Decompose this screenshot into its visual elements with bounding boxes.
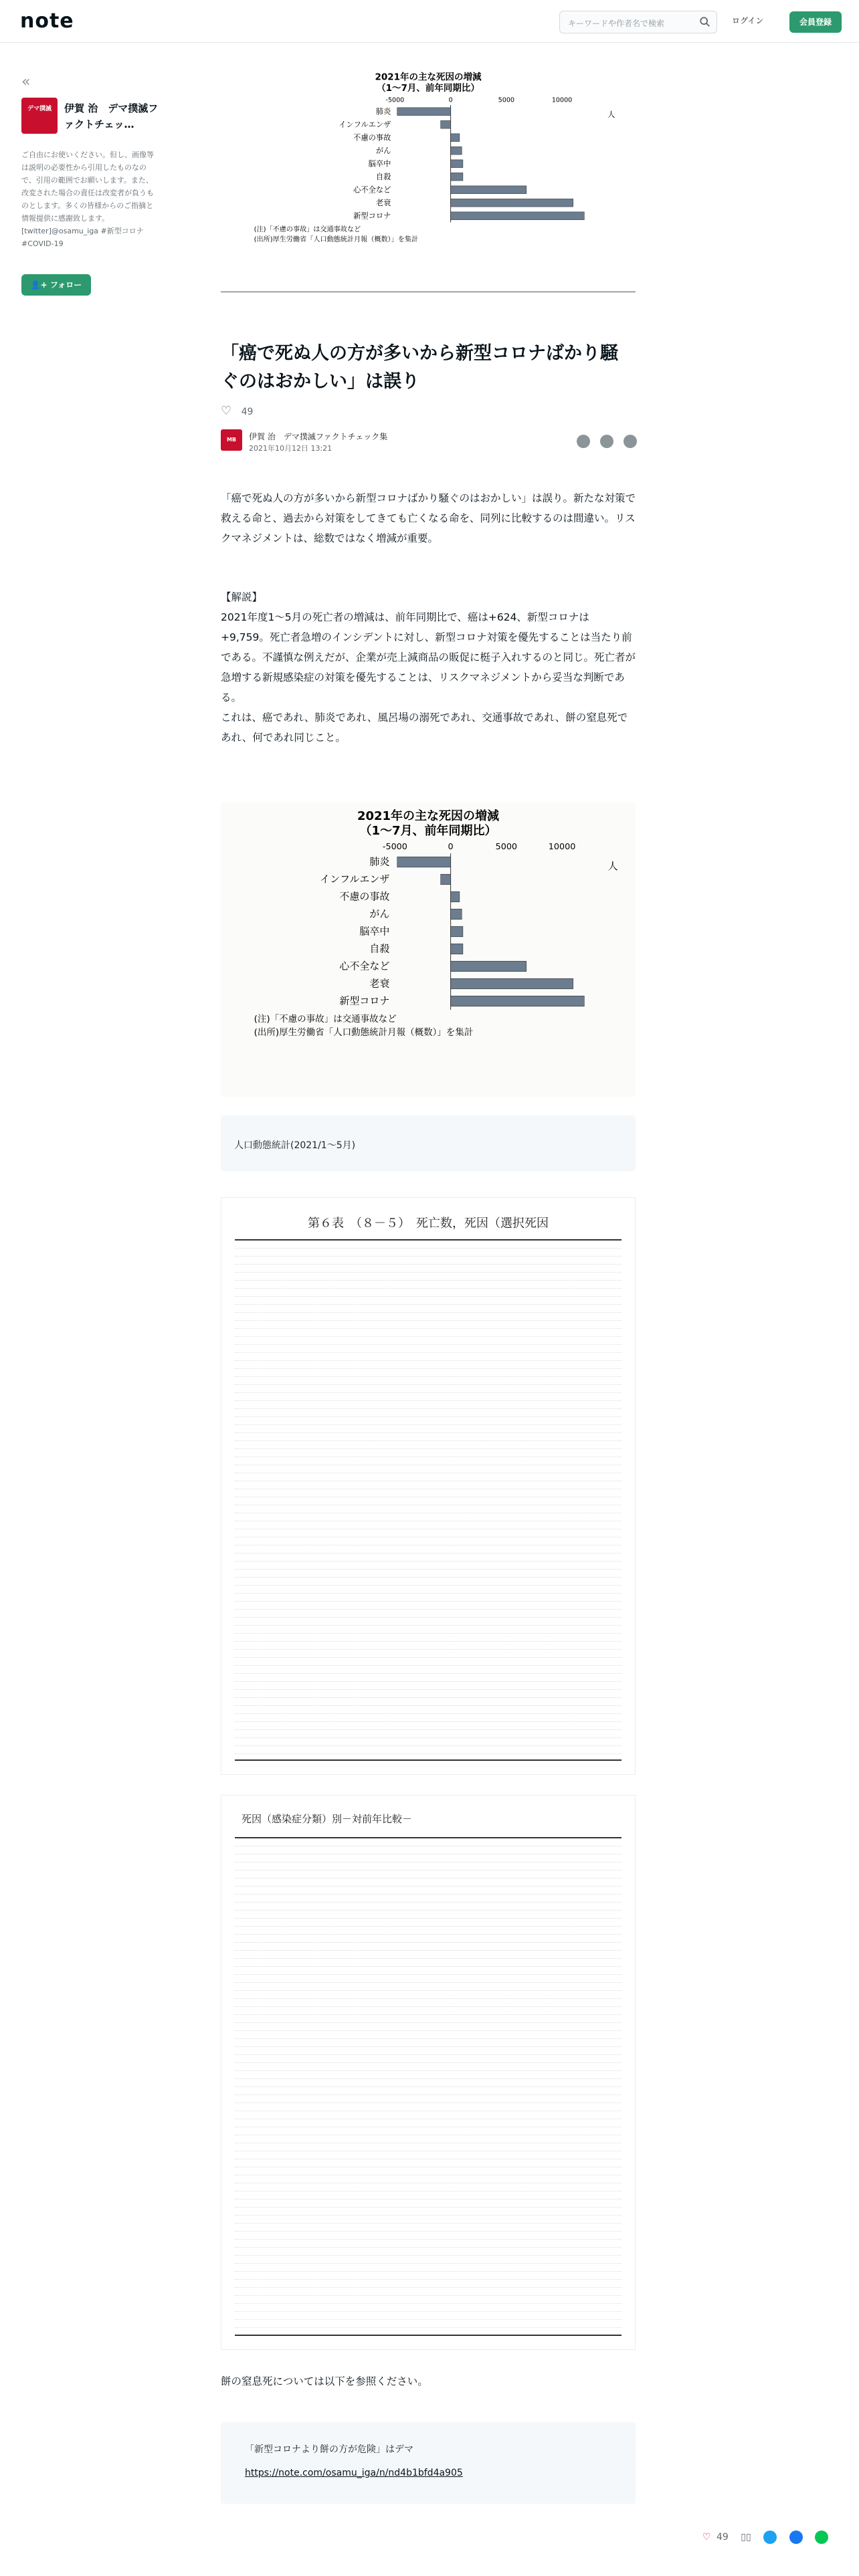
table-row bbox=[235, 1353, 622, 1361]
unit-label: 人 bbox=[607, 110, 615, 119]
table-row bbox=[235, 1505, 622, 1513]
publish-date: 2021年10月12日 13:21 bbox=[249, 444, 332, 453]
table-row bbox=[235, 1457, 622, 1465]
table-row bbox=[235, 2199, 622, 2208]
death-change-chart bbox=[221, 802, 636, 1097]
table-row bbox=[235, 1377, 622, 1385]
search-icon[interactable] bbox=[699, 16, 711, 28]
sidebar-collapse-icon[interactable]: « bbox=[21, 74, 31, 90]
table-row bbox=[235, 2208, 622, 2216]
table-row bbox=[235, 2272, 622, 2280]
login-link[interactable]: ログイン bbox=[732, 16, 764, 25]
bar bbox=[441, 120, 451, 128]
category-label: 肺炎 bbox=[369, 855, 390, 868]
table-row bbox=[235, 1642, 622, 1650]
table-row bbox=[235, 2216, 622, 2224]
bar bbox=[397, 108, 451, 116]
note-logo[interactable]: note bbox=[20, 9, 74, 33]
table-row bbox=[235, 1911, 622, 1919]
explanation-text: 2021年度1〜5月の死亡者の増減は、前年同期比で、癌は+624、新型コロナは+9,759。死亡者急増のインシデントに対し、新型コロナ対策を優先することは当たり前である。不謹慎な例えだが、企業が売上減商品の販促に梃子入れするのと同じ。死亡者が急増する新規感染症の対策を優先することは、リスクマネジメントから妥当な判断である。 bbox=[221, 611, 636, 704]
paragraph-summary: 「癌で死ぬ人の方が多いから新型コロナばかり騒ぐのはおかしい」は誤り。新たな対策で救える命と、過去から対策をしてきても亡くなる命を、同列に比較するのは間違い。リスクマネジメントは、総数ではなく増減が重要。 bbox=[221, 492, 636, 544]
table-row bbox=[235, 2023, 622, 2031]
category-label: 心不全など bbox=[353, 185, 391, 195]
table-row bbox=[235, 1682, 622, 1690]
table-row bbox=[235, 1241, 622, 1249]
author-name[interactable]: 伊賀 治 デマ撲滅ファクトチェック集 bbox=[249, 432, 388, 441]
table-row bbox=[235, 1481, 622, 1489]
table-row bbox=[235, 1433, 622, 1441]
bar bbox=[451, 926, 463, 937]
table-row bbox=[235, 1570, 622, 1578]
search-placeholder: キーワードや作者名で検索 bbox=[568, 19, 665, 28]
table-row bbox=[235, 1313, 622, 1321]
creator-name[interactable]: 伊賀 治 デマ撲滅ファクトチェッ… bbox=[64, 102, 159, 130]
table-row bbox=[235, 1497, 622, 1505]
bar bbox=[441, 874, 451, 885]
category-label: 脳卒中 bbox=[368, 159, 391, 169]
embed-link-card[interactable] bbox=[221, 1115, 636, 1172]
table-row bbox=[235, 1545, 622, 1553]
table-row bbox=[235, 2015, 622, 2023]
twitter-icon[interactable] bbox=[763, 2531, 777, 2544]
table-row bbox=[235, 1321, 622, 1329]
share-icons bbox=[570, 435, 637, 451]
table-row bbox=[235, 1553, 622, 1562]
person-add-icon: 👤+ bbox=[30, 280, 47, 290]
table-row bbox=[235, 1698, 622, 1706]
creator-avatar[interactable] bbox=[21, 98, 58, 134]
table-row bbox=[235, 2063, 622, 2071]
follow-button[interactable] bbox=[21, 274, 91, 296]
bar bbox=[397, 857, 451, 867]
x-tick-label: -5000 bbox=[385, 96, 405, 104]
table-row bbox=[235, 2264, 622, 2272]
table-row bbox=[235, 1895, 622, 1903]
table-row bbox=[235, 2232, 622, 2240]
top-bar bbox=[0, 0, 859, 43]
explanation-text-2: これは、癌であれ、肺炎であれ、風呂場の溺死であれ、交通事故であれ、餅の窒息死であれ、何であれ同じこと。 bbox=[221, 712, 628, 744]
table-row bbox=[235, 2095, 622, 2103]
table-row bbox=[235, 1870, 622, 1879]
bar bbox=[451, 909, 462, 920]
chart-note: (注)「不慮の事故」は交通事故など bbox=[254, 1014, 397, 1025]
table-row bbox=[235, 1393, 622, 1401]
unit-label: 人 bbox=[607, 860, 618, 872]
table-row bbox=[235, 2119, 622, 2127]
table-row bbox=[235, 1489, 622, 1497]
table-row bbox=[235, 1537, 622, 1545]
table-row bbox=[235, 1305, 622, 1313]
chart-title: 2021年の主な死因の増減 bbox=[357, 809, 500, 823]
table-row bbox=[235, 1951, 622, 1959]
table-row bbox=[235, 1289, 622, 1297]
table-row bbox=[235, 1465, 622, 1473]
table-row bbox=[235, 1879, 622, 1887]
category-label: 不慮の事故 bbox=[353, 133, 391, 142]
table-row bbox=[235, 1345, 622, 1353]
category-label: 自殺 bbox=[375, 172, 391, 181]
table-row bbox=[235, 1903, 622, 1911]
table-row bbox=[235, 2304, 622, 2312]
line-icon[interactable] bbox=[624, 435, 637, 448]
embed-title: 人口動態統計(2021/1〜5月) bbox=[234, 1140, 356, 1151]
table-row bbox=[235, 1666, 622, 1674]
x-tick-label: 10000 bbox=[551, 96, 573, 104]
table-row bbox=[235, 1449, 622, 1457]
table-row bbox=[235, 2039, 622, 2047]
chart-subtitle: （1〜7月、前年同期比） bbox=[377, 83, 480, 94]
table-row bbox=[235, 2055, 622, 2063]
table-row bbox=[235, 2151, 622, 2159]
category-label: インフルエンザ bbox=[339, 120, 391, 129]
table-row bbox=[235, 1281, 622, 1289]
table-row bbox=[235, 1385, 622, 1393]
table-row bbox=[235, 1887, 622, 1895]
table-row bbox=[235, 1513, 622, 1521]
embed-link-card-2[interactable] bbox=[221, 2422, 636, 2504]
table-row bbox=[235, 2111, 622, 2119]
category-label: 脳卒中 bbox=[359, 925, 390, 938]
table-row bbox=[235, 1730, 622, 1738]
table-row bbox=[235, 1369, 622, 1377]
table-row bbox=[235, 1441, 622, 1449]
table-row bbox=[235, 1602, 622, 1610]
table-row bbox=[235, 1975, 622, 1983]
category-label: 心不全など bbox=[339, 960, 390, 972]
table-row bbox=[235, 2159, 622, 2167]
table-row bbox=[235, 1586, 622, 1594]
author-avatar[interactable]: MB bbox=[221, 429, 242, 451]
table-row bbox=[235, 1706, 622, 1714]
section-heading: 【解説】 bbox=[221, 591, 263, 603]
category-label: 肺炎 bbox=[375, 107, 391, 116]
chart-note: (出所)厚生労働省「人口動態統計月報（概数）」を集計 bbox=[254, 236, 419, 243]
chart-note: (注)「不慮の事故」は交通事故など bbox=[254, 226, 361, 233]
table-row bbox=[235, 1257, 622, 1265]
table-row bbox=[235, 2248, 622, 2256]
table-row bbox=[235, 1746, 622, 1754]
like-count: 49 bbox=[717, 2532, 729, 2543]
table-row bbox=[235, 1578, 622, 1586]
category-label: インフルエンザ bbox=[319, 873, 390, 885]
table-row bbox=[235, 1473, 622, 1481]
table-row bbox=[235, 1401, 622, 1409]
table-row bbox=[235, 2191, 622, 2199]
avatar-text: デマ撲滅 bbox=[27, 106, 52, 112]
table-row bbox=[235, 2296, 622, 2304]
table-row bbox=[235, 2143, 622, 2151]
table-title: 第６表 （８－５） 死亡数，死因（選択死因 bbox=[308, 1216, 549, 1230]
category-label: 老衰 bbox=[369, 977, 390, 990]
x-tick-label: -5000 bbox=[382, 842, 407, 852]
table-grid bbox=[235, 1837, 622, 2336]
chart-note: (出所)厚生労働省「人口動態統計月報（概数）」を集計 bbox=[254, 1027, 474, 1038]
follow-label: フォロー bbox=[50, 280, 82, 290]
table-row bbox=[235, 2167, 622, 2175]
category-label: 老衰 bbox=[375, 198, 391, 207]
table-row bbox=[235, 2031, 622, 2039]
search-input[interactable] bbox=[559, 11, 717, 33]
x-tick-label: 0 bbox=[448, 842, 454, 852]
magazine-icon[interactable]: ▯▯ bbox=[741, 2532, 751, 2543]
table-row bbox=[235, 1409, 622, 1417]
table-row bbox=[235, 2071, 622, 2079]
creator-description: ご自由にお使いください。但し、画像等は説明の必要性から引用したものなので、引用の範囲でお願いします。また、改変された場合の責任は改変者が負うものとします。多くの皆様からのご指摘と情報提供に感謝致します。 [twitter]@osamu_iga #新型コロナ #COVID-19 bbox=[21, 150, 154, 248]
table-row bbox=[235, 2256, 622, 2264]
category-label: 不慮の事故 bbox=[339, 890, 390, 903]
table-row bbox=[235, 1626, 622, 1634]
table-row bbox=[235, 1634, 622, 1642]
table-row bbox=[235, 2047, 622, 2055]
table-row bbox=[235, 1738, 622, 1746]
table-row bbox=[235, 2079, 622, 2087]
table-row bbox=[235, 1249, 622, 1257]
bar bbox=[451, 173, 463, 181]
table-row bbox=[235, 1265, 622, 1273]
table-row bbox=[235, 1658, 622, 1666]
table-row bbox=[235, 1674, 622, 1682]
heart-icon[interactable]: ♡ bbox=[221, 404, 232, 418]
bar bbox=[451, 199, 573, 207]
table-row bbox=[235, 2288, 622, 2296]
table-row bbox=[235, 1943, 622, 1951]
table-row bbox=[235, 1618, 622, 1626]
like-count: 49 bbox=[241, 407, 254, 417]
bar bbox=[451, 186, 527, 194]
table-grid bbox=[235, 1239, 622, 1761]
table-row bbox=[235, 1361, 622, 1369]
chart-title: 2021年の主な死因の増減 bbox=[375, 72, 482, 83]
table-row bbox=[235, 1927, 622, 1935]
table-row bbox=[235, 2312, 622, 2320]
chart-subtitle: （1〜7月、前年同期比） bbox=[359, 824, 497, 838]
category-label: 新型コロナ bbox=[339, 994, 390, 1007]
table-row bbox=[235, 1991, 622, 1999]
bottom-action-bar bbox=[702, 2531, 838, 2544]
table-row bbox=[235, 1562, 622, 1570]
bar bbox=[451, 891, 460, 902]
table-row bbox=[235, 2280, 622, 2288]
table-row bbox=[235, 1862, 622, 1870]
table-row bbox=[235, 1846, 622, 1854]
category-label: 自殺 bbox=[369, 942, 390, 955]
table-row bbox=[235, 2087, 622, 2095]
table-row bbox=[235, 1690, 622, 1698]
table-row bbox=[235, 1337, 622, 1345]
table-row bbox=[235, 1967, 622, 1975]
bar bbox=[451, 134, 460, 142]
table-row bbox=[235, 1650, 622, 1658]
like-row[interactable] bbox=[221, 404, 253, 418]
table-row bbox=[235, 2103, 622, 2111]
table-row bbox=[235, 1594, 622, 1602]
bar bbox=[451, 961, 527, 972]
table-row bbox=[235, 2224, 622, 2232]
table-row bbox=[235, 1714, 622, 1722]
table-row bbox=[235, 1722, 622, 1730]
heart-icon[interactable]: ♡ bbox=[702, 2532, 711, 2543]
table-row bbox=[235, 2007, 622, 2015]
facebook-icon[interactable] bbox=[789, 2531, 803, 2544]
table-row bbox=[235, 2240, 622, 2248]
table-row bbox=[235, 2183, 622, 2191]
table-row bbox=[235, 1935, 622, 1943]
category-label: がん bbox=[375, 146, 391, 155]
twitter-icon[interactable] bbox=[577, 435, 590, 448]
table-row bbox=[235, 1854, 622, 1862]
table-row bbox=[235, 1838, 622, 1846]
bar bbox=[451, 160, 463, 168]
bar bbox=[451, 978, 573, 989]
table-row bbox=[235, 1273, 622, 1281]
article-title: 「癌で死ぬ人の方が多いから新型コロナばかり騒ぐのはおかしい」は誤り bbox=[221, 343, 618, 392]
table-row bbox=[235, 1959, 622, 1967]
table-row bbox=[235, 1529, 622, 1537]
facebook-icon[interactable] bbox=[600, 435, 613, 448]
table-row bbox=[235, 1919, 622, 1927]
x-tick-label: 5000 bbox=[498, 96, 514, 104]
embed-title: 「新型コロナより餅の方が危険」はデマ bbox=[245, 2444, 413, 2455]
table-row bbox=[235, 2135, 622, 2143]
bar bbox=[451, 146, 462, 154]
table-row bbox=[235, 2320, 622, 2328]
x-tick-label: 5000 bbox=[495, 842, 518, 852]
bar bbox=[451, 996, 585, 1006]
table-row bbox=[235, 1297, 622, 1305]
table-row bbox=[235, 1999, 622, 2007]
paragraph-explanation bbox=[221, 587, 636, 748]
table-title: 死因（感染症分類）別－対前年比較－ bbox=[242, 1813, 413, 1825]
infection-table-image bbox=[221, 1795, 636, 2350]
category-label: がん bbox=[369, 907, 390, 920]
statistics-table-image bbox=[221, 1197, 636, 1775]
bar bbox=[451, 944, 463, 954]
x-tick-label: 10000 bbox=[548, 842, 576, 852]
x-tick-label: 0 bbox=[448, 96, 453, 104]
table-row bbox=[235, 2127, 622, 2135]
line-icon[interactable] bbox=[815, 2531, 828, 2544]
table-row bbox=[235, 1610, 622, 1618]
bar bbox=[451, 212, 585, 220]
table-row bbox=[235, 1983, 622, 1991]
table-row bbox=[235, 1417, 622, 1425]
embed-url[interactable]: https://note.com/osamu_iga/n/nd4b1bfd4a905 bbox=[245, 2468, 463, 2478]
table-row bbox=[235, 1329, 622, 1337]
table-row bbox=[235, 1521, 622, 1529]
paragraph-reference: 餅の窒息死については以下を参照ください。 bbox=[221, 2375, 428, 2387]
eyecatch-chart bbox=[221, 67, 636, 294]
category-label: 新型コロナ bbox=[353, 211, 391, 221]
table-row bbox=[235, 1425, 622, 1433]
signup-button[interactable]: 会員登録 bbox=[789, 11, 842, 33]
table-row bbox=[235, 2175, 622, 2183]
